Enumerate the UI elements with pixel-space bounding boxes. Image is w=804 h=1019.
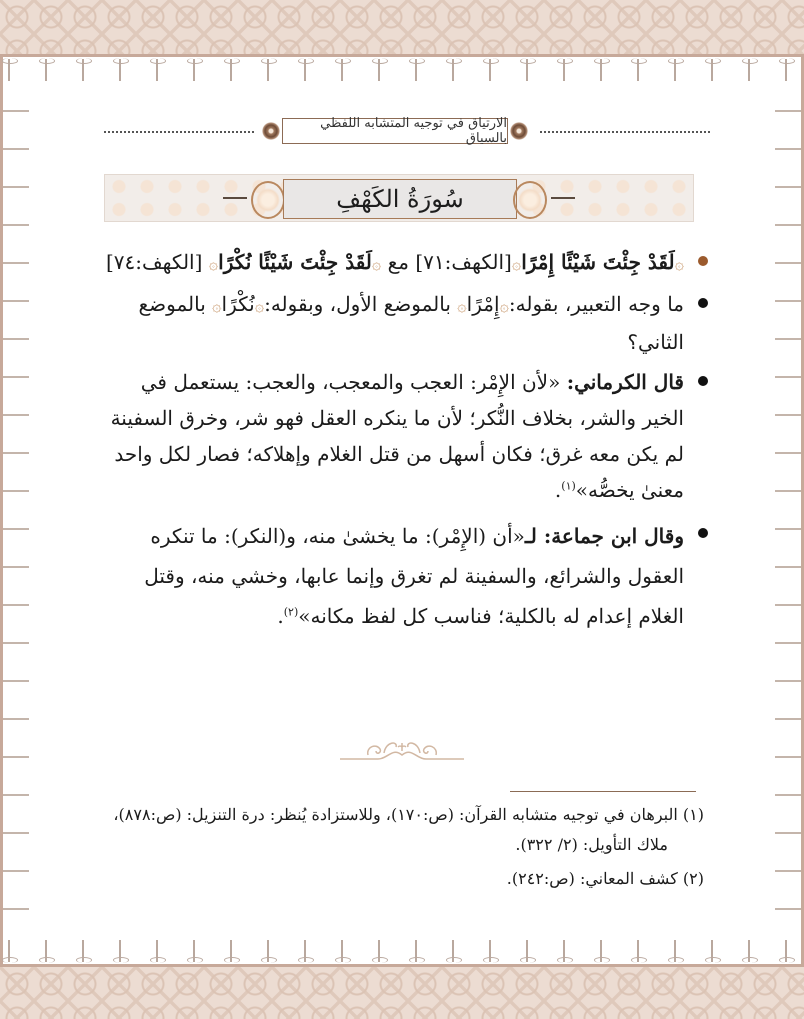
footnote-ref-1[interactable]: (١) [561, 479, 576, 493]
fringe-tick-icon [82, 59, 84, 81]
sentence-end: . [554, 478, 562, 502]
banner-line-left [223, 197, 247, 199]
fringe-tick-icon [193, 940, 195, 962]
cartouche-ornament-right-icon [510, 119, 528, 143]
side-ornament-icon [775, 604, 801, 606]
list-item-ibn-jamaah [104, 516, 710, 636]
question-lead: ما وجه التعبير، بقوله: [508, 292, 684, 316]
fringe-tick-icon [267, 940, 269, 962]
verse-quote-1: لَقَدْ جِئْتَ شَيْئًا إِمْرًا [521, 250, 675, 274]
question-word-2: نُكْرًا [221, 292, 255, 316]
question-word-1: إِمْرًا [466, 292, 500, 316]
verse-ref-2: [الكهف:٧٤] [105, 250, 203, 274]
fringe-tick-icon [45, 59, 47, 81]
fringe-tick-icon [378, 59, 380, 81]
footnote-2 [104, 864, 704, 894]
side-ornament-icon [3, 224, 29, 226]
side-ornament-icon [3, 718, 29, 720]
side-ornament-icon [3, 642, 29, 644]
side-ornament-icon [3, 490, 29, 492]
speaker-ibn-jamaah: وقال ابن جماعة: لـ [524, 524, 684, 548]
banner-wing-right-icon [513, 181, 547, 219]
footnote-1-continuation: ملاك التأويل: (٢/ ٣٢٢). [515, 835, 668, 854]
side-ornament-icon [775, 566, 801, 568]
side-ornament-icon [775, 528, 801, 530]
fringe-tick-icon [230, 940, 232, 962]
fringe-tick-icon [600, 940, 602, 962]
banner-line-right [551, 197, 575, 199]
fringe-tick-icon [785, 59, 787, 81]
fringe-tick-icon [156, 59, 158, 81]
fringe-tick-icon [341, 59, 343, 81]
side-ornament-icon [3, 832, 29, 834]
fringe-tick-icon [452, 940, 454, 962]
side-ornament-icon [775, 908, 801, 910]
ibn-jamaah-quote: «أن (الإِمْر): ما يخشىٰ منه، و(النكر): ما تنكره العقول والشرائع، والسفينة لم تغرق وإنما عابها، وخشي منه، وقتل الغلام إعدام له بالكلية؛ فناسب كل لفظ مكانه» [144, 524, 684, 628]
fringe-tick-icon [526, 59, 528, 81]
sentence-end: . [277, 604, 284, 628]
side-ornament-icon [3, 262, 29, 264]
side-ornament-icon [775, 338, 801, 340]
side-ornament-icon [3, 414, 29, 416]
side-ornament-icon [3, 680, 29, 682]
list-item-question [104, 286, 710, 360]
fringe-tick-icon [378, 940, 380, 962]
header-dotted-line-left [104, 131, 254, 133]
side-ornament-icon [775, 262, 801, 264]
fringe-tick-icon [267, 59, 269, 81]
fringe-tick-icon [637, 940, 639, 962]
side-ornament-icon [775, 756, 801, 758]
fringe-tick-icon [415, 59, 417, 81]
fringe-tick-icon [341, 940, 343, 962]
quran-bracket-open-icon: ۞ [499, 296, 509, 315]
question-tail: بالموضع الثاني؟ [138, 292, 684, 354]
side-ornament-icon [3, 604, 29, 606]
kirmani-quote: «لأن الإِمْر: العجب والمعجب، والعجب: يستعمل في الخير والشر، بخلاف النُّكر؛ لأن ما ينكره العقل فهو شر، وخرق السفينة لم يكن معه غرق؛ فكان أسهل من قتل الغلام وإهلاكه؛ فصار لكل واحد معنىٰ يخصُّه» [110, 370, 684, 502]
footnote-1 [104, 800, 704, 860]
running-header [104, 114, 710, 148]
side-ornament-icon [775, 718, 801, 720]
fringe-tick-icon [563, 59, 565, 81]
fringe-tick-icon [748, 59, 750, 81]
side-ornament-icon [775, 110, 801, 112]
fringe-tick-icon [600, 59, 602, 81]
bullet-icon [698, 376, 708, 386]
surah-banner [104, 174, 694, 222]
fringe-tick-icon [452, 59, 454, 81]
fringe-tick-icon [711, 59, 713, 81]
side-ornament-icon [775, 490, 801, 492]
fringe-tick-icon [526, 940, 528, 962]
side-ornament-icon [3, 110, 29, 112]
top-decorative-band [0, 0, 804, 57]
side-ornament-icon [775, 452, 801, 454]
fringe-tick-icon [785, 940, 787, 962]
fringe-tick-icon [415, 940, 417, 962]
side-ornament-icon [775, 224, 801, 226]
side-ornament-icon [3, 452, 29, 454]
speaker-kirmani: قال الكرماني: [566, 370, 684, 394]
list-item-kirmani [104, 364, 710, 508]
side-ornament-icon [3, 566, 29, 568]
fringe-tick-icon [674, 59, 676, 81]
section-divider-ornament-icon [338, 733, 466, 763]
side-ornament-icon [775, 300, 801, 302]
fringe-tick-icon [304, 940, 306, 962]
fringe-tick-icon [82, 940, 84, 962]
bullet-icon [698, 528, 708, 538]
footnote-1-text: (١) البرهان في توجيه متشابه القرآن: (ص:١٧٠)، وللاستزادة يُنظر: درة التنزيل: (ص:٨٧٨)، [113, 805, 704, 824]
side-ornament-icon [775, 642, 801, 644]
side-ornament-icon [3, 908, 29, 910]
footnote-2-text: (٢) كشف المعاني: (ص:٢٤٢). [506, 869, 704, 888]
quran-bracket-close-icon: ۞ [212, 296, 222, 315]
bullet-icon [698, 298, 708, 308]
side-ornament-icon [3, 148, 29, 150]
side-ornament-icon [775, 186, 801, 188]
bottom-decorative-band [0, 964, 804, 1019]
side-ornament-icon [3, 528, 29, 530]
cartouche-ornament-left-icon [262, 119, 280, 143]
fringe-tick-icon [489, 940, 491, 962]
list-item-verses [104, 244, 710, 282]
quran-bracket-open-icon: ۞ [371, 254, 382, 273]
fringe-tick-icon [45, 940, 47, 962]
fringe-tick-icon [193, 59, 195, 81]
main-content [104, 244, 710, 640]
bullet-icon [698, 256, 708, 266]
side-ornament-icon [3, 186, 29, 188]
side-ornament-icon [775, 680, 801, 682]
quran-bracket-close-icon: ۞ [208, 254, 219, 273]
side-ornament-icon [3, 756, 29, 758]
left-border [0, 57, 3, 964]
fringe-tick-icon [637, 59, 639, 81]
fringe-tick-icon [489, 59, 491, 81]
fringe-tick-icon [304, 59, 306, 81]
footnote-separator [510, 791, 696, 792]
top-fringe-ornament [0, 57, 804, 87]
running-title: الارتياق في توجيه المتشابه اللفظي بالسياق [282, 118, 508, 144]
quran-bracket-close-icon: ۞ [457, 296, 467, 315]
side-ornament-icon [775, 376, 801, 378]
side-ornament-icon [3, 376, 29, 378]
fringe-tick-icon [674, 940, 676, 962]
side-ornament-icon [775, 870, 801, 872]
header-cartouche [260, 116, 530, 146]
question-mid: بالموضع الأول، وبقوله: [264, 292, 451, 316]
header-dotted-line-right [540, 131, 710, 133]
footnote-ref-2[interactable]: (٢) [283, 605, 299, 619]
fringe-tick-icon [119, 940, 121, 962]
side-ornament-icon [775, 832, 801, 834]
fringe-tick-icon [8, 940, 10, 962]
joiner-text: مع [387, 250, 409, 274]
verse-quote-2: لَقَدْ جِئْتَ شَيْئًا نُكْرًا [218, 250, 372, 274]
fringe-tick-icon [8, 59, 10, 81]
side-ornament-icon [775, 414, 801, 416]
banner-wing-left-icon [251, 181, 285, 219]
side-ornament-icon [3, 300, 29, 302]
side-ornament-icon [775, 148, 801, 150]
side-ornament-icon [3, 870, 29, 872]
verse-ref-1: [الكهف:٧١] [415, 250, 512, 274]
footnotes [104, 800, 704, 898]
fringe-tick-icon [711, 940, 713, 962]
fringe-tick-icon [119, 59, 121, 81]
quran-bracket-open-icon: ۞ [254, 296, 265, 315]
side-ornament-icon [3, 794, 29, 796]
side-ornament-icon [3, 338, 29, 340]
fringe-tick-icon [156, 940, 158, 962]
bottom-fringe-ornament [0, 934, 804, 964]
side-ornament-icon [775, 794, 801, 796]
quran-bracket-close-icon: ۞ [511, 254, 522, 273]
quran-bracket-open-icon: ۞ [674, 254, 684, 273]
surah-title: سُورَةُ الكَهْفِ [283, 179, 517, 219]
fringe-tick-icon [563, 940, 565, 962]
fringe-tick-icon [748, 940, 750, 962]
fringe-tick-icon [230, 59, 232, 81]
